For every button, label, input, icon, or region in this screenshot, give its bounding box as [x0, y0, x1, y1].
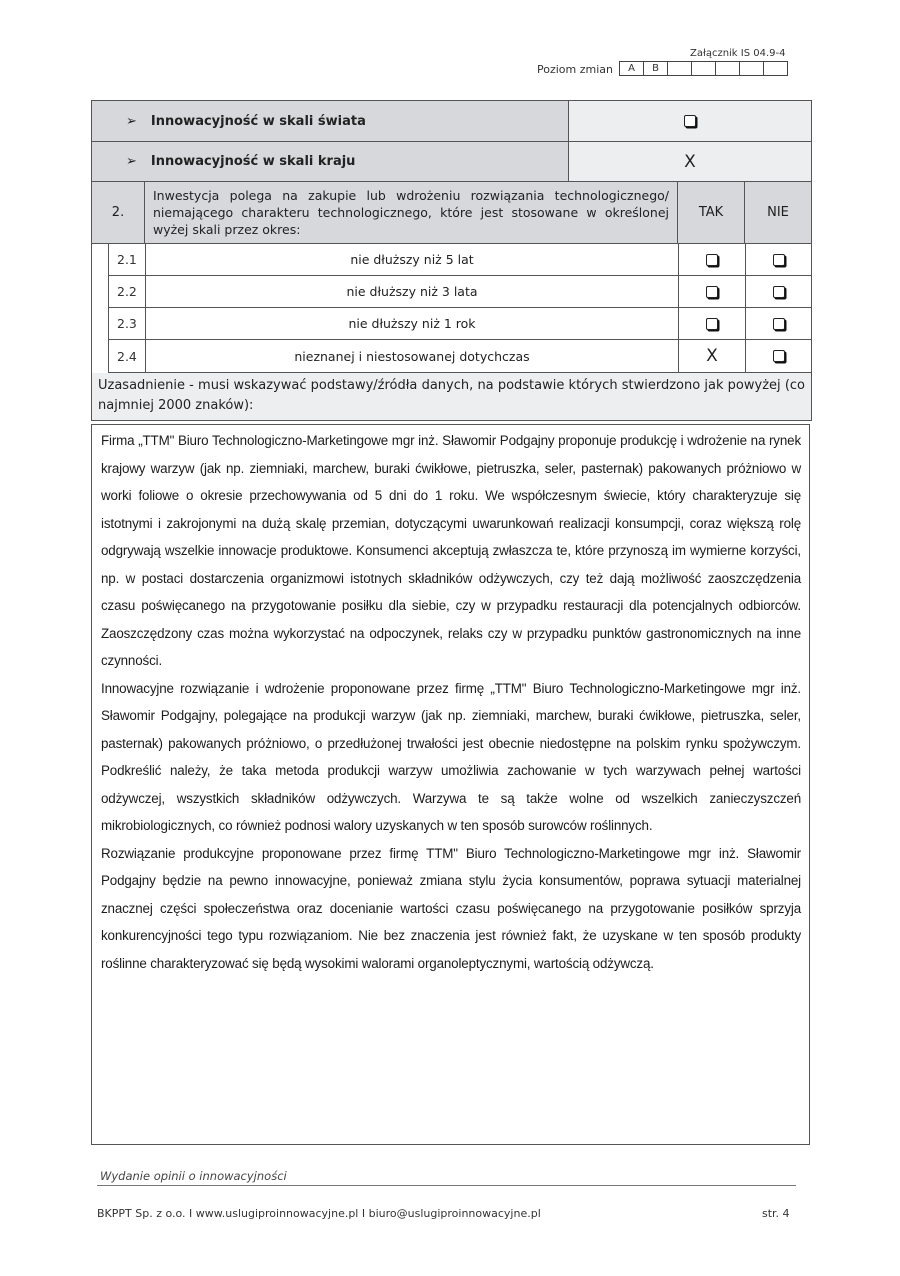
footer-document-title: Wydanie opinii o innowacyjności	[100, 1169, 287, 1183]
attachment-code: Załącznik IS 04.9-4	[690, 48, 786, 59]
change-level-box[interactable]: B	[644, 62, 668, 75]
checkbox-empty-icon[interactable]	[773, 350, 785, 362]
question-row	[92, 182, 811, 244]
scale-row-world	[92, 101, 811, 142]
justification-paragraph: Innowacyjne rozwiązanie i wdrożenie proponowane przez firmę „TTM" Biuro Technologiczno-Marketingowe mgr inż. Sławomir Podgajny, polegające na produkcji warzyw (jak np. ziemniaki, marchew, buraki ćwikłowe, pietruszka, seler, pasternak) pakowanych próżniowo, o przedłużonej trwałości jest obecnie niedostępne na polskim rynku spożywczym. Podkreślić należy, że taka metoda produkcji warzyw umożliwia zachowanie w tych warzywach pełnej wartości odżywczej, wszystkich składników odżywczych. Warzywa te są także wolne od wszelkich zanieczyszczeń mikrobiologicznych, co również podnosi walory uzyskanych w ten sposób surowców roślinnych.	[101, 680, 801, 833]
change-level-box[interactable]: A	[620, 62, 644, 75]
change-level-box[interactable]	[668, 62, 692, 75]
innovation-form-table	[91, 100, 812, 421]
change-level-box[interactable]	[692, 62, 716, 75]
scale-label: Innowacyjność w skali kraju	[150, 154, 356, 169]
x-mark[interactable]: X	[706, 346, 718, 366]
sub-rows	[108, 244, 811, 373]
justification-paragraph: Firma „TTM" Biuro Technologiczno-Marketingowe mgr inż. Sławomir Podgajny proponuje produkcję i wdrożenie na rynek krajowy warzyw (jak np. ziemniaki, marchew, buraki ćwikłowe, pietruszka, seler, pasternak) pakowanych próżniowo w worki foliowe o okresie przechowywania od 5 dni do 1 roku. We współczesnym świecie, który charakteryzuje się istotnymi i zakrojonymi na dużą skalę przemian, dotyczącymi uwarunkowań realizacji konsumpcji, coraz większą rolę odgrywają wszelkie innowacje produktowe. Konsumenci akceptują zwłaszcza te, które przynoszą im wymierne korzyści, np. w postaci dostarczenia organizmowi istotnych składników odżywczych, czy też dają możliwość zaoszczędzenia czasu poświęcanego na przygotowanie posiłku dla siebie, czy w przypadku restauracji dla potencjalnych odbiorców. Zaoszczędzony czas można wykorzystać na odpoczynek, relaks czy w przypadku punktów gastronomicznych na inne czynności.	[101, 433, 801, 668]
arrow-bullet-icon: ➢	[126, 154, 137, 169]
question-number: 2.	[92, 182, 145, 243]
change-level-boxes	[619, 61, 788, 76]
scale-label: Innowacyjność w skali świata	[150, 113, 366, 129]
x-mark[interactable]: X	[684, 151, 696, 172]
change-level-box[interactable]	[764, 62, 787, 75]
sub-row: 2.4 nieznanej i niestosowanej dotychczas X	[109, 340, 811, 373]
footer-company-info: BKPPT Sp. z o.o. I www.uslugiproinnowacyjne.pl I biuro@uslugiproinnowacyjne.pl	[97, 1207, 541, 1220]
checkbox-empty-icon[interactable]	[773, 254, 785, 266]
justification-heading-row	[92, 373, 811, 421]
checkbox-empty-icon[interactable]	[706, 254, 718, 266]
change-level-label: Poziom zmian	[537, 63, 614, 76]
change-level-box[interactable]	[716, 62, 740, 75]
sub-row: 2.3 nie dłuższy niż 1 rok	[109, 308, 811, 340]
justification-paragraph: Rozwiązanie produkcyjne proponowane przez firmę TTM" Biuro Technologiczno-Marketingowe mgr inż. Sławomir Podgajny będzie na pewno innowacyjne, ponieważ zmiana stylu życia konsumentów, poprawa sytuacji materialnej znacznej części społeczeństwa oraz docenianie wartości czasu poświęcanego na przygotowanie posiłków sprzyja konkurencyjności tego typu rozwiązaniom. Nie bez znaczenia jest również fakt, że uzyskane w ten sposób produkty roślinne charakteryzować się będą wysokimi walorami organoleptycznymi, wartością odżywczą.	[101, 845, 801, 971]
sub-row: 2.2 nie dłuższy niż 3 lata	[109, 276, 811, 308]
checkbox-empty-icon[interactable]	[684, 115, 696, 127]
column-header-yes: TAK	[678, 182, 745, 243]
checkbox-empty-icon[interactable]	[773, 318, 785, 330]
scale-row-country	[92, 142, 811, 182]
question-text: Inwestycja polega na zakupie lub wdrożeniu rozwiązania technologicznego/ niemającego charakteru technologicznego, które jest stosowane w określonej wyżej skali przez okres:	[145, 182, 678, 243]
sub-row: 2.1 nie dłuższy niż 5 lat	[109, 244, 811, 276]
checkbox-empty-icon[interactable]	[706, 318, 718, 330]
justification-body[interactable]	[91, 424, 810, 1145]
checkbox-empty-icon[interactable]	[773, 286, 785, 298]
column-header-no: NIE	[767, 205, 789, 220]
footer-divider	[97, 1185, 796, 1186]
justification-heading: Uzasadnienie - musi wskazywać podstawy/źródła danych, na podstawie których stwierdzono jak powyżej (co najmniej 2000 znaków):	[98, 378, 805, 413]
arrow-bullet-icon: ➢	[126, 113, 137, 129]
checkbox-empty-icon[interactable]	[706, 286, 718, 298]
page-number: str. 4	[762, 1207, 790, 1220]
change-level-box[interactable]	[740, 62, 764, 75]
